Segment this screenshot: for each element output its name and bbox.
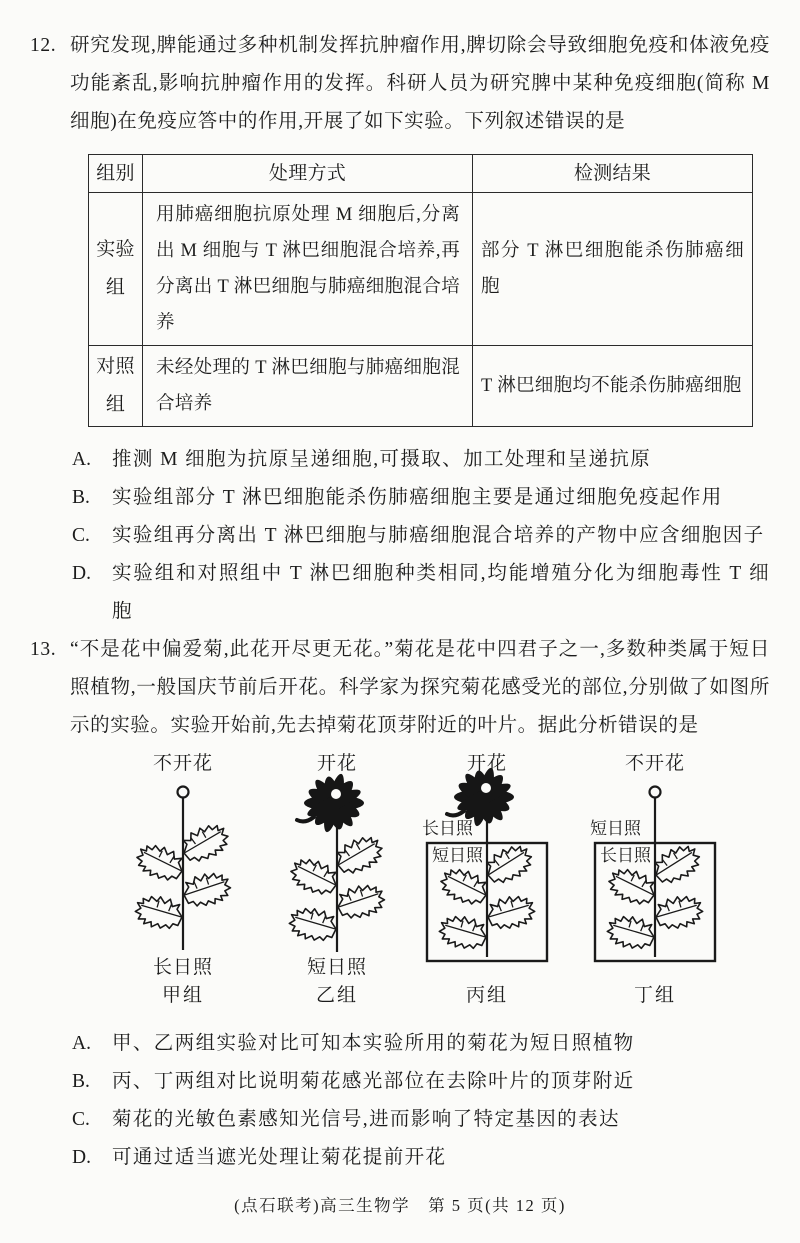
group-name-label: 乙组 <box>315 985 358 1006</box>
leaf-icon <box>605 864 659 908</box>
question-12-stem: 研究发现,脾能通过多种机制发挥抗肿瘤作用,脾切除会导致细胞免疫和体液免疫功能紊乱,影响抗肿瘤作用的发挥。科研人员为研究脾中某种免疫细胞(简称 M 细胞)在免疫应答中的作用,开展了如下实验。下列叙述错误的是 <box>70 35 770 132</box>
option-12-a-label: A. <box>72 449 91 470</box>
table-header-group: 组别 <box>89 155 143 193</box>
option-13-b <box>70 1063 770 1101</box>
plant-drawing-yi <box>262 765 412 985</box>
option-13-b-label: B. <box>72 1071 90 1092</box>
option-13-a-label: A. <box>72 1033 91 1054</box>
question-12-options <box>70 441 770 631</box>
option-13-d-text: 可通过适当遮光处理让菊花提前开花 <box>112 1147 447 1168</box>
plant-group-yi <box>262 747 412 1013</box>
option-13-a-text: 甲、乙两组实验对比可知本实验所用的菊花为短日照植物 <box>112 1033 635 1054</box>
option-13-c <box>70 1101 770 1139</box>
table-row-experimental <box>89 193 753 346</box>
leaf-icon <box>438 914 489 951</box>
plant-drawing-jia <box>108 765 258 985</box>
cell-result-experimental: 部分 T 淋巴细胞能杀伤肺癌细胞 <box>473 193 753 346</box>
table-header-result: 检测结果 <box>473 155 753 193</box>
flowering-state-label: 不开花 <box>152 753 213 774</box>
option-13-b-text: 丙、丁两组对比说明菊花感光部位在去除叶片的顶芽附近 <box>112 1071 635 1092</box>
flowering-state-label: 不开花 <box>624 753 685 774</box>
leaf-icon <box>134 894 185 931</box>
leaf-icon <box>481 840 537 887</box>
leaf-icon <box>288 906 339 943</box>
outside-light-label: 短日照 <box>590 819 641 838</box>
group-name-label: 丙组 <box>465 985 508 1006</box>
cell-group-experimental: 实验组 <box>89 193 143 346</box>
plant-group-bing <box>412 747 562 1013</box>
group-name-label: 丁组 <box>633 985 676 1006</box>
option-13-d <box>70 1139 770 1177</box>
leaf-icon <box>649 840 705 887</box>
option-13-c-text: 菊花的光敏色素感知光信号,进而影响了特定基因的表达 <box>112 1109 620 1130</box>
option-13-d-label: D. <box>72 1147 91 1168</box>
option-12-d-text: 实验组和对照组中 T 淋巴细胞种类相同,均能增殖分化为细胞毒性 T 细胞 <box>112 563 770 622</box>
flowering-state-label: 开花 <box>316 753 357 774</box>
question-12-number: 12. <box>30 35 57 56</box>
option-12-c <box>70 517 770 555</box>
leaf-icon <box>437 864 491 908</box>
table-header-treatment: 处理方式 <box>143 155 473 193</box>
question-13-options <box>70 1025 770 1177</box>
question-13-number: 13. <box>30 639 57 660</box>
option-13-a <box>70 1025 770 1063</box>
flowering-state-label: 开花 <box>466 753 507 774</box>
cell-result-control: T 淋巴细胞均不能杀伤肺癌细胞 <box>473 346 753 427</box>
box-light-label: 长日照 <box>600 846 651 865</box>
apical-bud-icon <box>178 787 189 798</box>
question-13-stem: “不是花中偏爱菊,此花开尽更无花。”菊花是花中四君子之一,多数种类属于短日照植物,一般国庆节前后开花。科学家为探究菊花感受光的部位,分别做了如图所示的实验。实验开始前,先去掉菊花顶芽附近的叶片。据此分析错误的是 <box>70 639 770 736</box>
leaf-icon <box>606 914 657 951</box>
light-condition-label: 短日照 <box>306 957 367 978</box>
flower-icon <box>297 772 364 834</box>
cell-group-control: 对照组 <box>89 346 143 427</box>
light-condition-label: 长日照 <box>152 957 213 978</box>
option-12-a-text: 推测 M 细胞为抗原呈递细胞,可摄取、加工处理和呈递抗原 <box>112 449 652 470</box>
apical-bud-icon <box>650 787 661 798</box>
group-name-label: 甲组 <box>161 985 204 1006</box>
question-13 <box>30 631 770 1177</box>
leaf-icon <box>178 820 233 866</box>
option-12-c-label: C. <box>72 525 90 546</box>
plant-drawing-ding <box>580 765 730 985</box>
page-footer: (点石联考)高三生物学 第 5 页(共 12 页) <box>234 1196 566 1215</box>
option-12-b <box>70 479 770 517</box>
option-12-d <box>70 555 770 631</box>
leaf-icon <box>654 894 705 931</box>
leaf-icon <box>287 854 341 898</box>
table-header-row <box>89 155 753 193</box>
leaf-icon <box>486 894 537 931</box>
table-row-control <box>89 346 753 427</box>
option-12-b-text: 实验组部分 T 淋巴细胞能杀伤肺癌细胞主要是通过细胞免疫起作用 <box>112 487 723 508</box>
option-12-a <box>70 441 770 479</box>
leaf-icon <box>181 870 233 909</box>
question-12 <box>30 27 770 631</box>
outside-light-label: 长日照 <box>422 819 473 838</box>
option-12-d-label: D. <box>72 563 91 584</box>
option-12-c-text: 实验组再分离出 T 淋巴细胞与肺癌细胞混合培养的产物中应含细胞因子 <box>112 525 765 546</box>
leaf-icon <box>335 882 387 921</box>
plant-group-jia <box>108 747 258 1013</box>
plant-group-ding <box>580 747 730 1013</box>
chrysanthemum-experiment-figure <box>0 747 800 1013</box>
experiment-table <box>88 154 753 427</box>
box-light-label: 短日照 <box>432 846 483 865</box>
plant-drawing-bing <box>412 765 562 985</box>
leaf-icon <box>332 832 387 878</box>
cell-treatment-experimental: 用肺癌细胞抗原处理 M 细胞后,分离出 M 细胞与 T 淋巴细胞混合培养,再分离出 T 淋巴细胞与肺癌细胞混合培养 <box>143 193 473 346</box>
option-13-c-label: C. <box>72 1109 90 1130</box>
cell-treatment-control: 未经处理的 T 淋巴细胞与肺癌细胞混合培养 <box>143 346 473 427</box>
option-12-b-label: B. <box>72 487 90 508</box>
leaf-icon <box>133 840 187 884</box>
